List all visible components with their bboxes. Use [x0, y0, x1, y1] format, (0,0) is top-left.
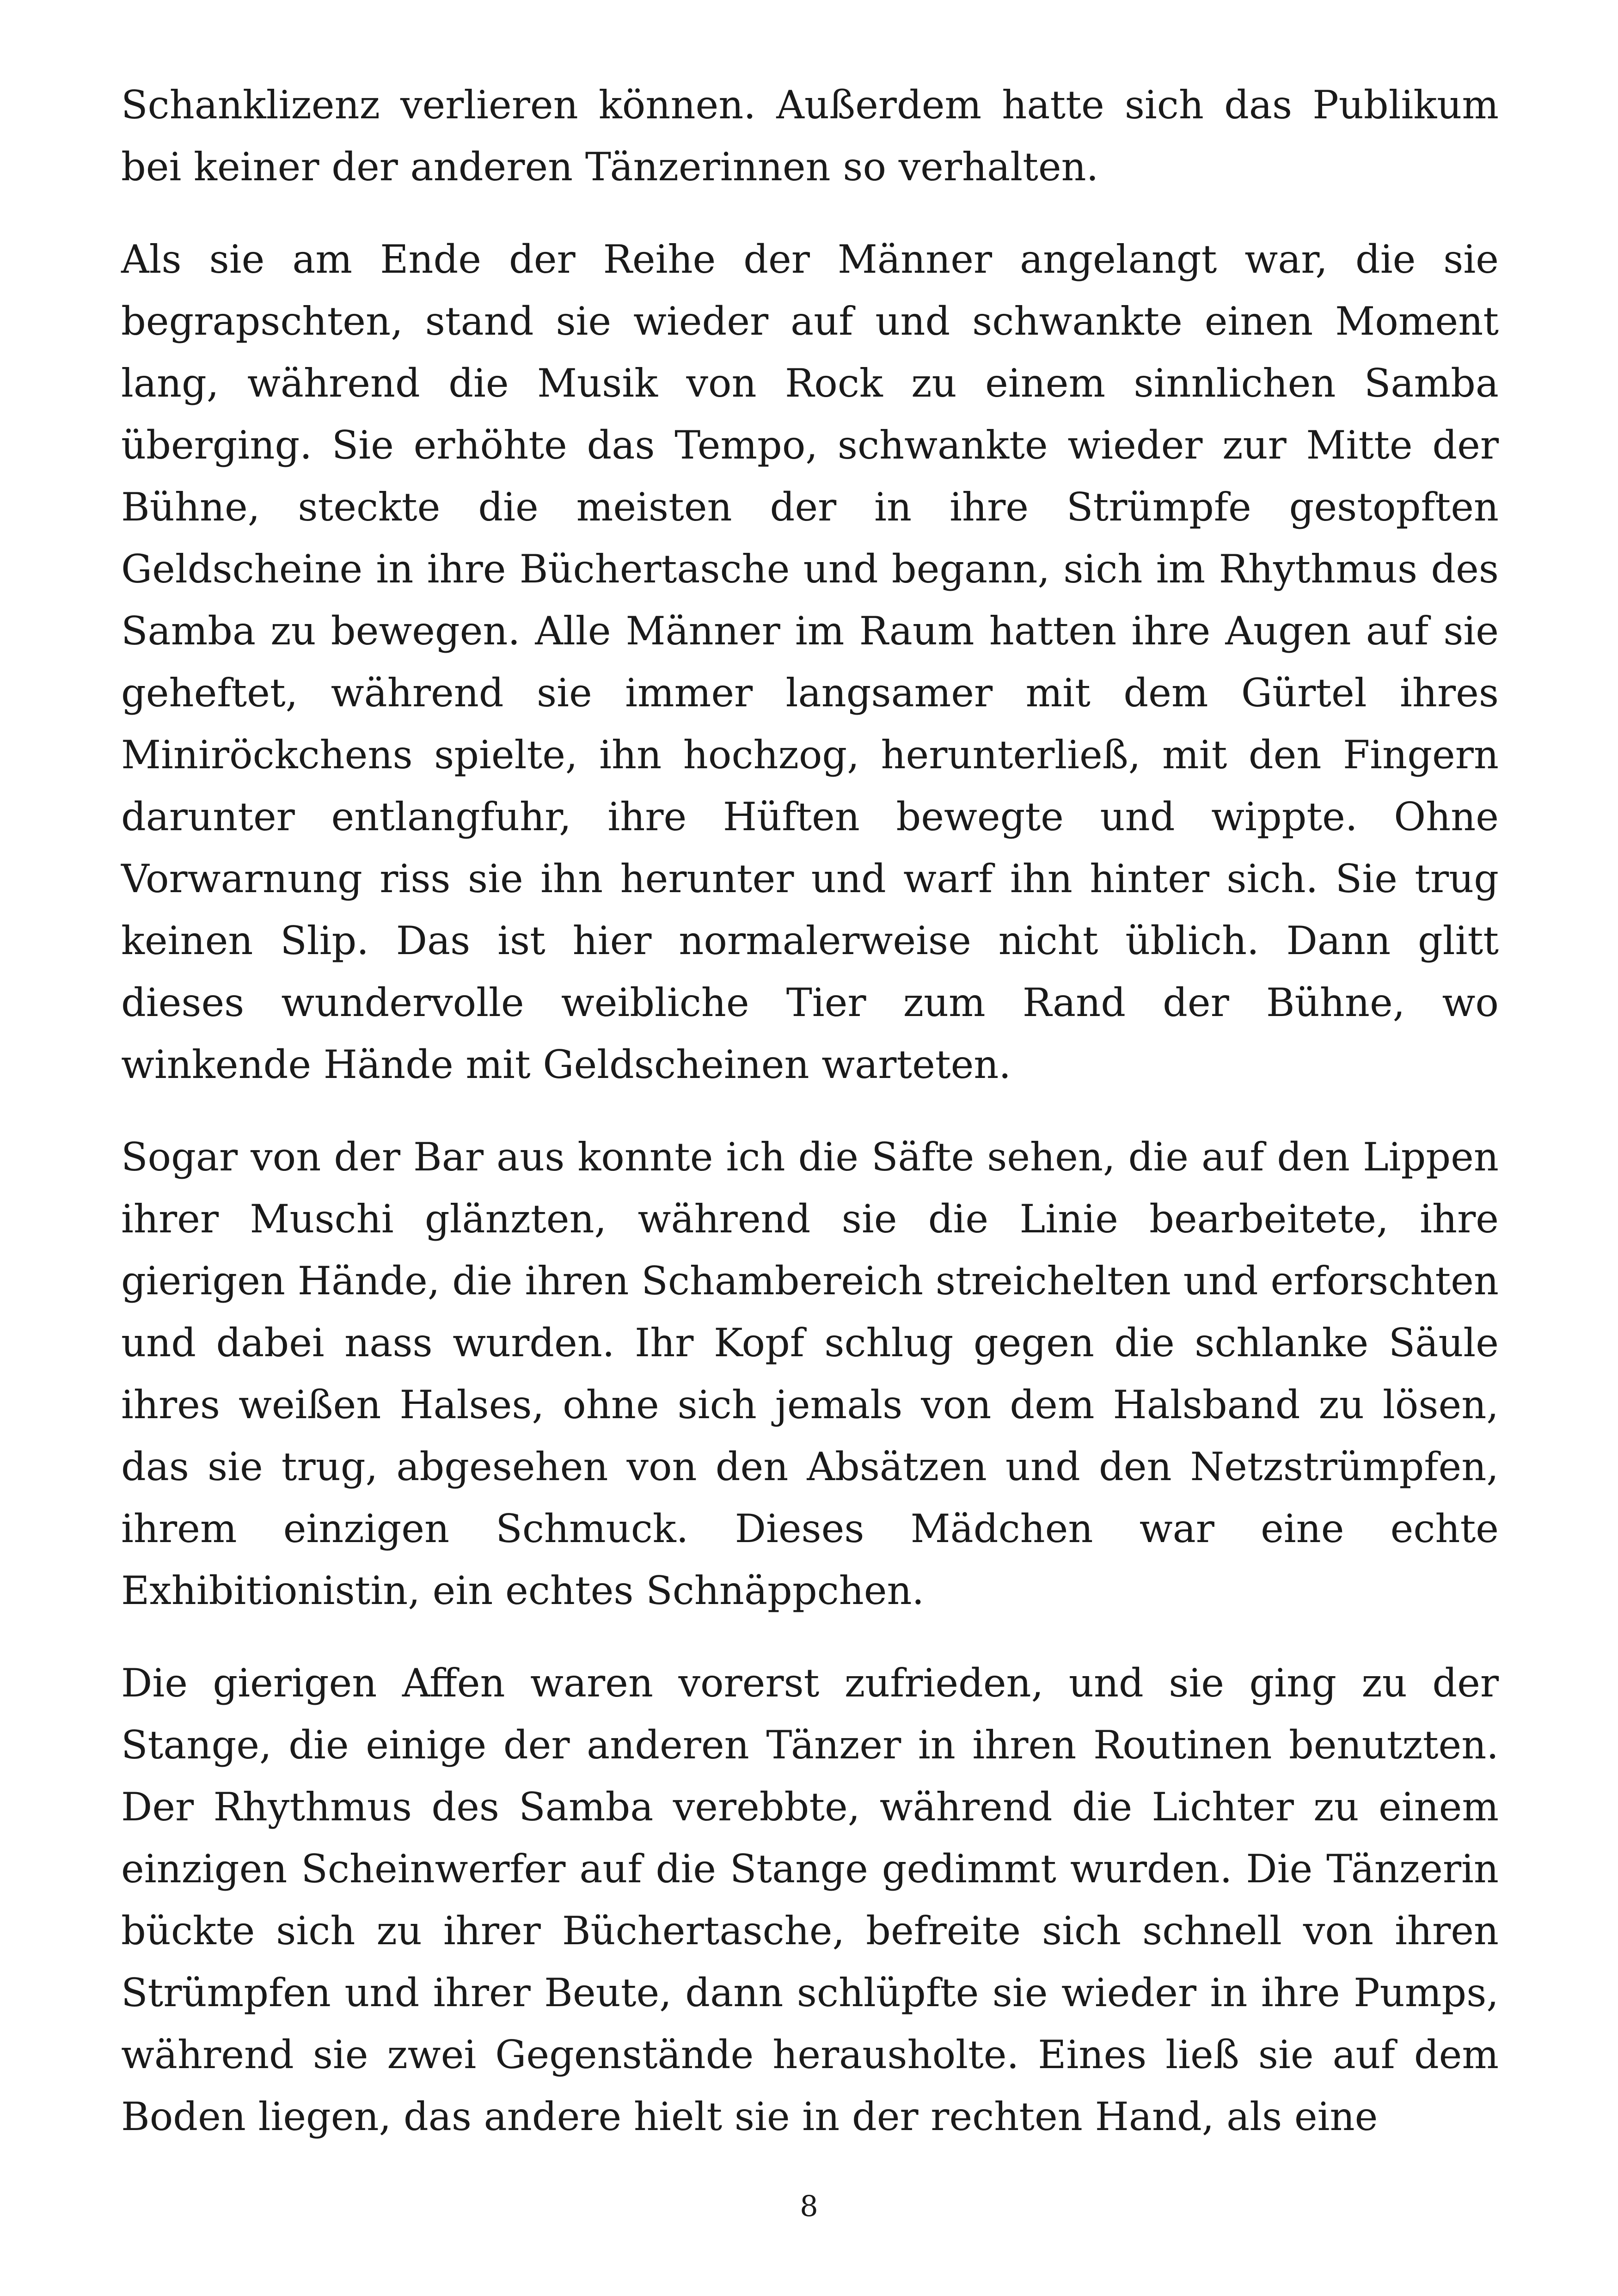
- body-text: [121, 74, 1499, 2178]
- paragraph-2: Als sie am Ende der Reihe der Männer angelangt war, die sie begrapschten, stand sie wieder auf und schwankte einen Moment lang, während die Musik von Rock zu einem sinnlichen Samba überging. Sie erhöhte das Tempo, schwankte wieder zur Mitte der Bühne, steckte die meisten der in ihre Strümpfe gestopften Geldscheine in ihre Büchertasche und begann, sich im Rhythmus des Samba zu bewegen. Alle Männer im Raum hatten ihre Augen auf sie geheftet, während sie immer langsamer mit dem Gürtel ihres Miniröckchens spielte, ihn hochzog, herunterließ, mit den Fingern darunter entlangfuhr, ihre Hüften bewegte und wippte. Ohne Vorwarnung riss sie ihn herunter und warf ihn hinter sich. Sie trug keinen Slip. Das ist hier normalerweise nicht üblich. Dann glitt dieses wundervolle weibliche Tier zum Rand der Bühne, wo winkende Hände mit Geldscheinen warteten.: [121, 237, 1499, 1087]
- paragraph-4: Die gierigen Affen waren vorerst zufrieden, und sie ging zu der Stange, die einige der anderen Tänzer in ihren Routinen benutzten. Der Rhythmus des Samba verebbte, während die Lichter zu einem einzigen Scheinwerfer auf die Stange gedimmt wurden. Die Tänzerin bückte sich zu ihrer Büchertasche, befreite sich schnell von ihren Strümpfen und ihrer Beute, dann schlüpfte sie wieder in ihre Pumps, während sie zwei Gegenstände herausholte. Eines ließ sie auf dem Boden liegen, das andere hielt sie in der rechten Hand, als eine: [121, 1660, 1499, 2139]
- paragraph-3: Sogar von der Bar aus konnte ich die Säfte sehen, die auf den Lippen ihrer Muschi glänzten, während sie die Linie bearbeitete, ihre gierigen Hände, die ihren Schambereich streichelten und erforschten und dabei nass wurden. Ihr Kopf schlug gegen die schlanke Säule ihres weißen Halses, ohne sich jemals von dem Halsband zu lösen, das sie trug, abgesehen von den Absätzen und den Netzstrümpfen, ihrem einzigen Schmuck. Dieses Mädchen war eine echte Exhibitionistin, ein echtes Schnäppchen.: [121, 1134, 1499, 1613]
- page-number: 8: [800, 2189, 818, 2223]
- paragraph-1: Schanklizenz verlieren können. Außerdem hatte sich das Publikum bei keiner der anderen Tänzerinnen so verhalten.: [121, 82, 1499, 190]
